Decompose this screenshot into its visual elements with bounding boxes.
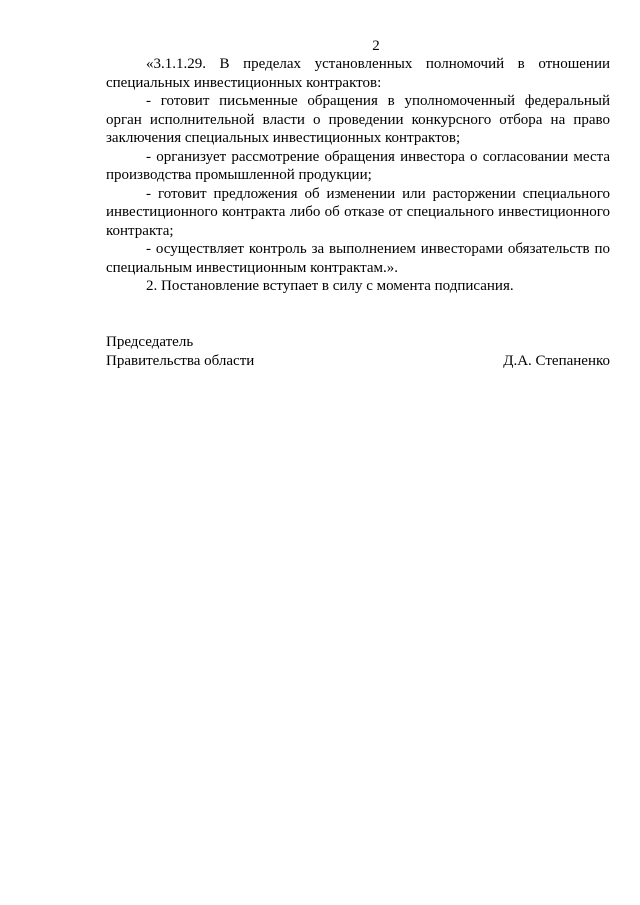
- paragraph-clause-intro: «3.1.1.29. В пределах установленных полномочий в отношении специальных инвестиционных контрактов:: [106, 56, 610, 91]
- signatory-title-line1: Председатель: [106, 334, 194, 350]
- paragraph-effective-date: 2. Постановление вступает в силу с момента подписания.: [146, 278, 514, 294]
- document-body: [106, 55, 610, 296]
- signatory-name: Д.А. Степаненко: [503, 353, 610, 369]
- signature-block: [106, 333, 610, 371]
- signature-row: [106, 352, 610, 371]
- paragraph-item-review: - организует рассмотрение обращения инвестора о согласовании места производства промышленной продукции;: [106, 148, 610, 183]
- paragraph-item-appeals: - готовит письменные обращения в уполномоченный федеральный орган исполнительной власти о проведении конкурсного отбора на право заключения специальных инвестиционных контрактов;: [106, 93, 610, 146]
- paragraph-item-control: - осуществляет контроль за выполнением инвесторами обязательств по специальным инвестиционным контрактам.».: [106, 241, 610, 276]
- signatory-title-line2: Правительства области: [106, 353, 255, 369]
- page-number: 2: [372, 38, 380, 54]
- paragraph-item-proposals: - готовит предложения об изменении или расторжении специального инвестиционного контракта либо об отказе от специального инвестиционного контракта;: [106, 185, 610, 239]
